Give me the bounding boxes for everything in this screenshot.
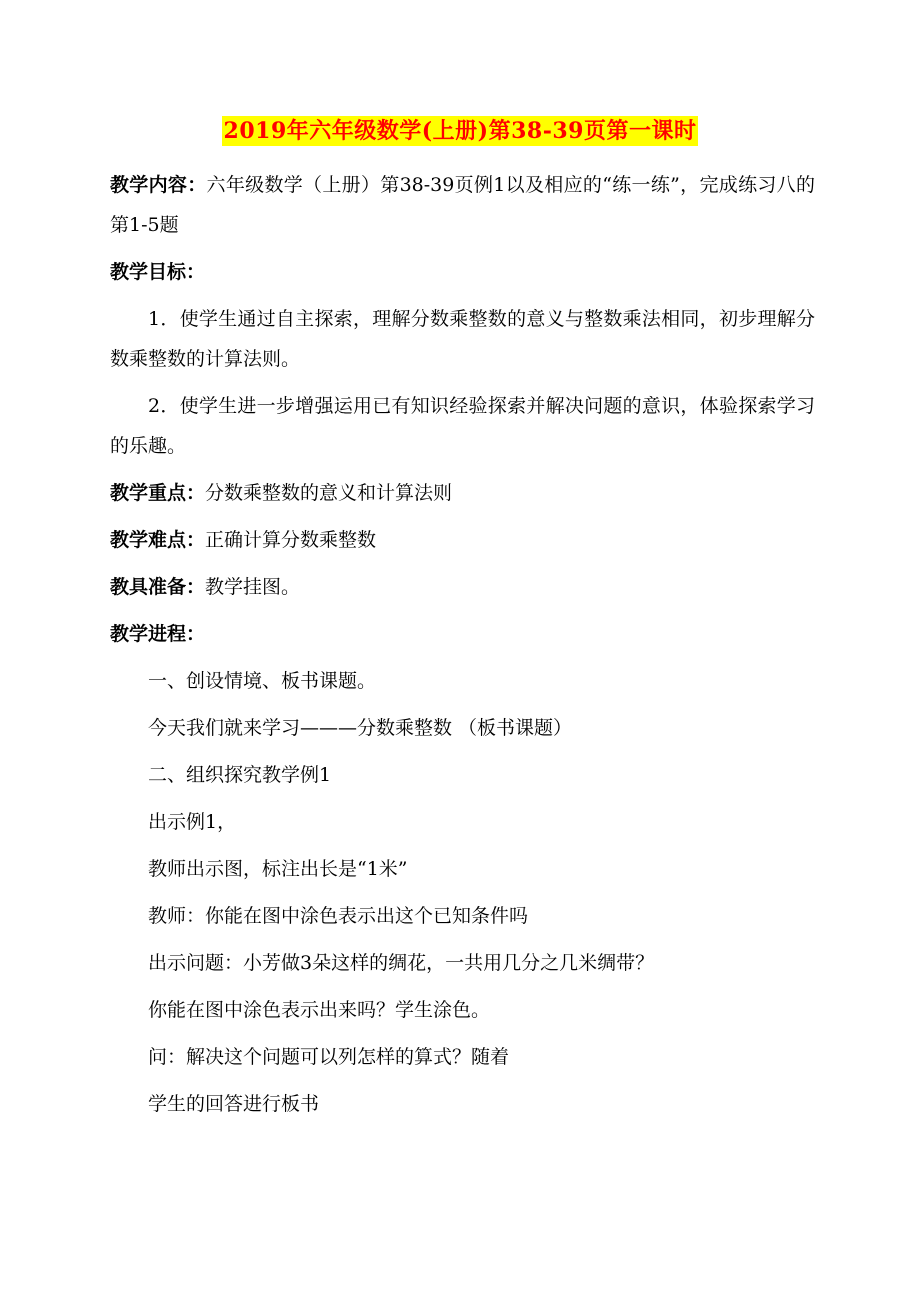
document-body [110, 165, 815, 1131]
process-label: 教学进程： [110, 623, 206, 645]
teaching-content-label: 教学内容： [110, 174, 207, 196]
process-line: 今天我们就来学习———分数乘整数 （板书课题） [148, 717, 573, 739]
tools [110, 567, 815, 607]
teaching-goals-label: 教学目标： [110, 261, 206, 283]
process-line: 出示例1， [148, 811, 237, 833]
key-point-label: 教学重点： [110, 482, 206, 504]
teaching-goals-heading [110, 252, 815, 292]
process-line: 一、创设情境、板书课题。 [148, 670, 377, 692]
difficulty-label: 教学难点： [110, 529, 206, 551]
process-line: 出示问题：小芳做3朵这样的绸花，一共用几分之几米绸带？ [148, 952, 655, 974]
process-heading [110, 614, 815, 654]
process-line: 你能在图中涂色表示出来吗？学生涂色。 [148, 999, 491, 1021]
process-line: 教师出示图，标注出长是“1米” [148, 858, 408, 880]
difficulty-text: 正确计算分数乘整数 [205, 529, 377, 551]
key-point-text: 分数乘整数的意义和计算法则 [205, 482, 453, 504]
process-line: 学生的回答进行板书 [148, 1093, 320, 1115]
document-title: 2019年六年级数学(上册)第38-39页第一课时 [223, 118, 697, 144]
teaching-goal-2: 2．使学生进一步增强运用已有知识经验探索并解决问题的意识，体验探索学习的乐趣。 [110, 395, 815, 457]
teaching-content [110, 165, 815, 245]
tools-label: 教具准备： [110, 576, 206, 598]
title-wrap [0, 116, 920, 146]
teaching-content-text: 六年级数学（上册）第38-39页例1以及相应的“练一练”，完成练习八的第1-5题 [110, 174, 815, 236]
tools-text: 教学挂图。 [205, 576, 301, 598]
key-point [110, 473, 815, 513]
difficulty [110, 520, 815, 560]
teaching-goal-1: 1．使学生通过自主探索，理解分数乘整数的意义与整数乘法相同，初步理解分数乘整数的计算法则。 [110, 308, 815, 370]
process-line: 二、组织探究教学例1 [148, 764, 332, 786]
process-line: 问：解决这个问题可以列怎样的算式？随着 [148, 1046, 510, 1068]
process-line: 教师：你能在图中涂色表示出这个已知条件吗 [148, 905, 529, 927]
